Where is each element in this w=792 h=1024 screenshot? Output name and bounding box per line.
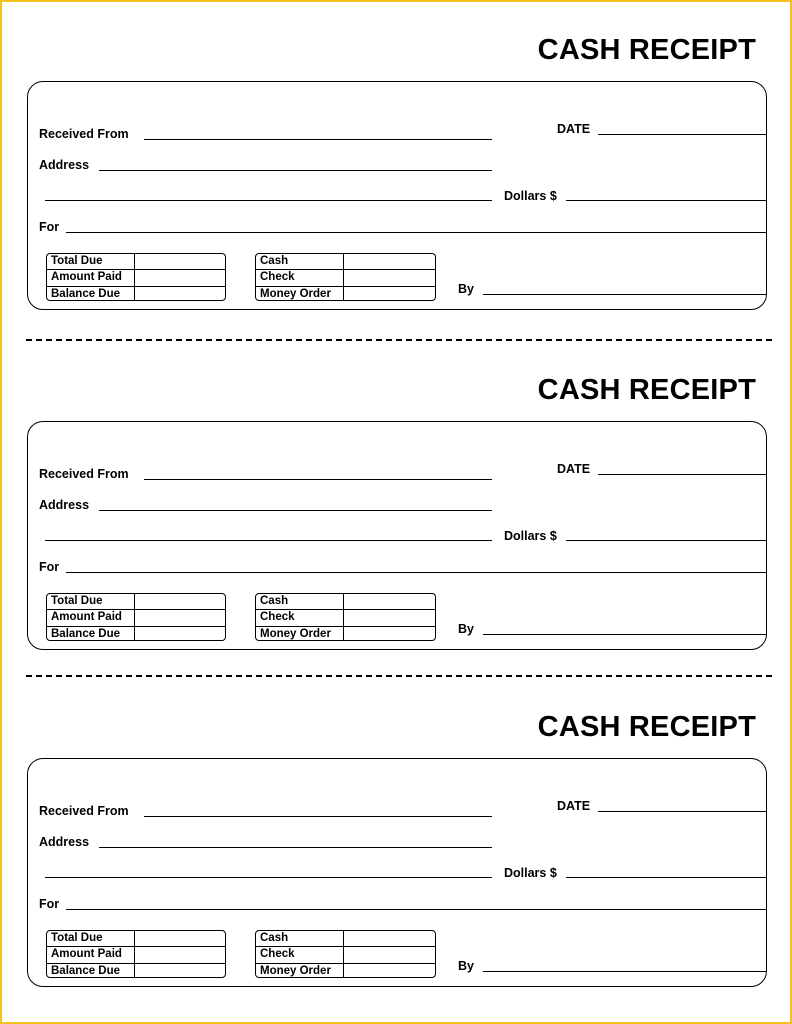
for-label: For bbox=[39, 220, 60, 234]
amount-row-label: Amount Paid bbox=[47, 610, 135, 625]
cash-receipt bbox=[2, 711, 790, 1011]
received-from-field[interactable] bbox=[144, 139, 492, 140]
for-label: For bbox=[39, 897, 60, 911]
for-field[interactable] bbox=[66, 572, 766, 573]
received-from-label: Received From bbox=[39, 804, 129, 818]
address-line-2-field[interactable] bbox=[45, 200, 492, 201]
received-from-label: Received From bbox=[39, 467, 129, 481]
by-label: By bbox=[458, 959, 474, 973]
payment-row-label: Check bbox=[256, 610, 344, 625]
address-field[interactable] bbox=[99, 170, 492, 171]
payment-row-value[interactable] bbox=[344, 254, 435, 269]
received-from-field[interactable] bbox=[144, 479, 492, 480]
payment-row-label: Cash bbox=[256, 254, 344, 269]
by-label: By bbox=[458, 622, 474, 636]
address-field[interactable] bbox=[99, 510, 492, 511]
dollars-field[interactable] bbox=[566, 540, 766, 541]
payment-method-table bbox=[255, 593, 436, 641]
payment-row-value[interactable] bbox=[344, 964, 435, 978]
receipt-frame bbox=[27, 81, 767, 310]
received-from-field[interactable] bbox=[144, 816, 492, 817]
amount-row-value[interactable] bbox=[135, 931, 225, 946]
date-label: DATE bbox=[557, 799, 591, 813]
payment-row bbox=[256, 287, 435, 301]
amount-row-value[interactable] bbox=[135, 947, 225, 962]
amount-row-value[interactable] bbox=[135, 594, 225, 609]
payment-row-value[interactable] bbox=[344, 627, 435, 641]
payment-row bbox=[256, 270, 435, 286]
payment-row bbox=[256, 931, 435, 947]
receipt-title: CASH RECEIPT bbox=[537, 34, 756, 66]
date-label: DATE bbox=[557, 462, 591, 476]
receipt-title: CASH RECEIPT bbox=[537, 711, 756, 743]
by-field[interactable] bbox=[483, 294, 766, 295]
amount-row-label: Balance Due bbox=[47, 964, 135, 978]
cut-line-separator bbox=[26, 339, 772, 341]
cash-receipt bbox=[2, 34, 790, 334]
payment-row bbox=[256, 594, 435, 610]
payment-row bbox=[256, 610, 435, 626]
payment-row bbox=[256, 947, 435, 963]
payment-method-table bbox=[255, 930, 436, 978]
amount-row bbox=[47, 594, 225, 610]
by-field[interactable] bbox=[483, 971, 766, 972]
for-field[interactable] bbox=[66, 232, 766, 233]
payment-row-value[interactable] bbox=[344, 947, 435, 962]
amount-row-value[interactable] bbox=[135, 270, 225, 285]
amount-row-label: Total Due bbox=[47, 931, 135, 946]
amount-row bbox=[47, 270, 225, 286]
amount-row-label: Balance Due bbox=[47, 627, 135, 641]
amount-row bbox=[47, 287, 225, 301]
for-label: For bbox=[39, 560, 60, 574]
payment-row bbox=[256, 254, 435, 270]
amount-row bbox=[47, 947, 225, 963]
receipt-frame bbox=[27, 421, 767, 650]
amount-row-value[interactable] bbox=[135, 964, 225, 978]
payment-row bbox=[256, 627, 435, 641]
payment-row-label: Money Order bbox=[256, 287, 344, 301]
amount-row-label: Total Due bbox=[47, 594, 135, 609]
amount-row bbox=[47, 627, 225, 641]
amount-row bbox=[47, 610, 225, 626]
payment-row-value[interactable] bbox=[344, 931, 435, 946]
payment-row-label: Check bbox=[256, 947, 344, 962]
amount-row-label: Amount Paid bbox=[47, 947, 135, 962]
by-label: By bbox=[458, 282, 474, 296]
payment-row-label: Check bbox=[256, 270, 344, 285]
payment-row bbox=[256, 964, 435, 978]
receipt-title: CASH RECEIPT bbox=[537, 374, 756, 406]
amount-row bbox=[47, 931, 225, 947]
address-label: Address bbox=[39, 498, 90, 512]
cash-receipt bbox=[2, 374, 790, 674]
amount-row-label: Total Due bbox=[47, 254, 135, 269]
payment-row-label: Money Order bbox=[256, 627, 344, 641]
date-field[interactable] bbox=[598, 474, 766, 475]
payment-method-table bbox=[255, 253, 436, 301]
dollars-label: Dollars $ bbox=[504, 529, 557, 543]
receipt-frame bbox=[27, 758, 767, 987]
amount-row bbox=[47, 254, 225, 270]
payment-row-value[interactable] bbox=[344, 270, 435, 285]
address-label: Address bbox=[39, 158, 90, 172]
for-field[interactable] bbox=[66, 909, 766, 910]
amount-table bbox=[46, 253, 226, 301]
dollars-label: Dollars $ bbox=[504, 866, 557, 880]
amount-row-value[interactable] bbox=[135, 287, 225, 301]
amount-row-label: Balance Due bbox=[47, 287, 135, 301]
cut-line-separator bbox=[26, 675, 772, 677]
dollars-label: Dollars $ bbox=[504, 189, 557, 203]
payment-row-value[interactable] bbox=[344, 287, 435, 301]
amount-row bbox=[47, 964, 225, 978]
by-field[interactable] bbox=[483, 634, 766, 635]
dollars-field[interactable] bbox=[566, 877, 766, 878]
address-label: Address bbox=[39, 835, 90, 849]
dollars-field[interactable] bbox=[566, 200, 766, 201]
amount-table bbox=[46, 930, 226, 978]
address-line-2-field[interactable] bbox=[45, 877, 492, 878]
amount-row-value[interactable] bbox=[135, 610, 225, 625]
payment-row-value[interactable] bbox=[344, 610, 435, 625]
date-field[interactable] bbox=[598, 811, 766, 812]
amount-row-label: Amount Paid bbox=[47, 270, 135, 285]
date-field[interactable] bbox=[598, 134, 766, 135]
payment-row-label: Cash bbox=[256, 594, 344, 609]
payment-row-value[interactable] bbox=[344, 594, 435, 609]
received-from-label: Received From bbox=[39, 127, 129, 141]
amount-row-value[interactable] bbox=[135, 627, 225, 641]
payment-row-label: Cash bbox=[256, 931, 344, 946]
amount-table bbox=[46, 593, 226, 641]
address-field[interactable] bbox=[99, 847, 492, 848]
address-line-2-field[interactable] bbox=[45, 540, 492, 541]
amount-row-value[interactable] bbox=[135, 254, 225, 269]
date-label: DATE bbox=[557, 122, 591, 136]
payment-row-label: Money Order bbox=[256, 964, 344, 978]
